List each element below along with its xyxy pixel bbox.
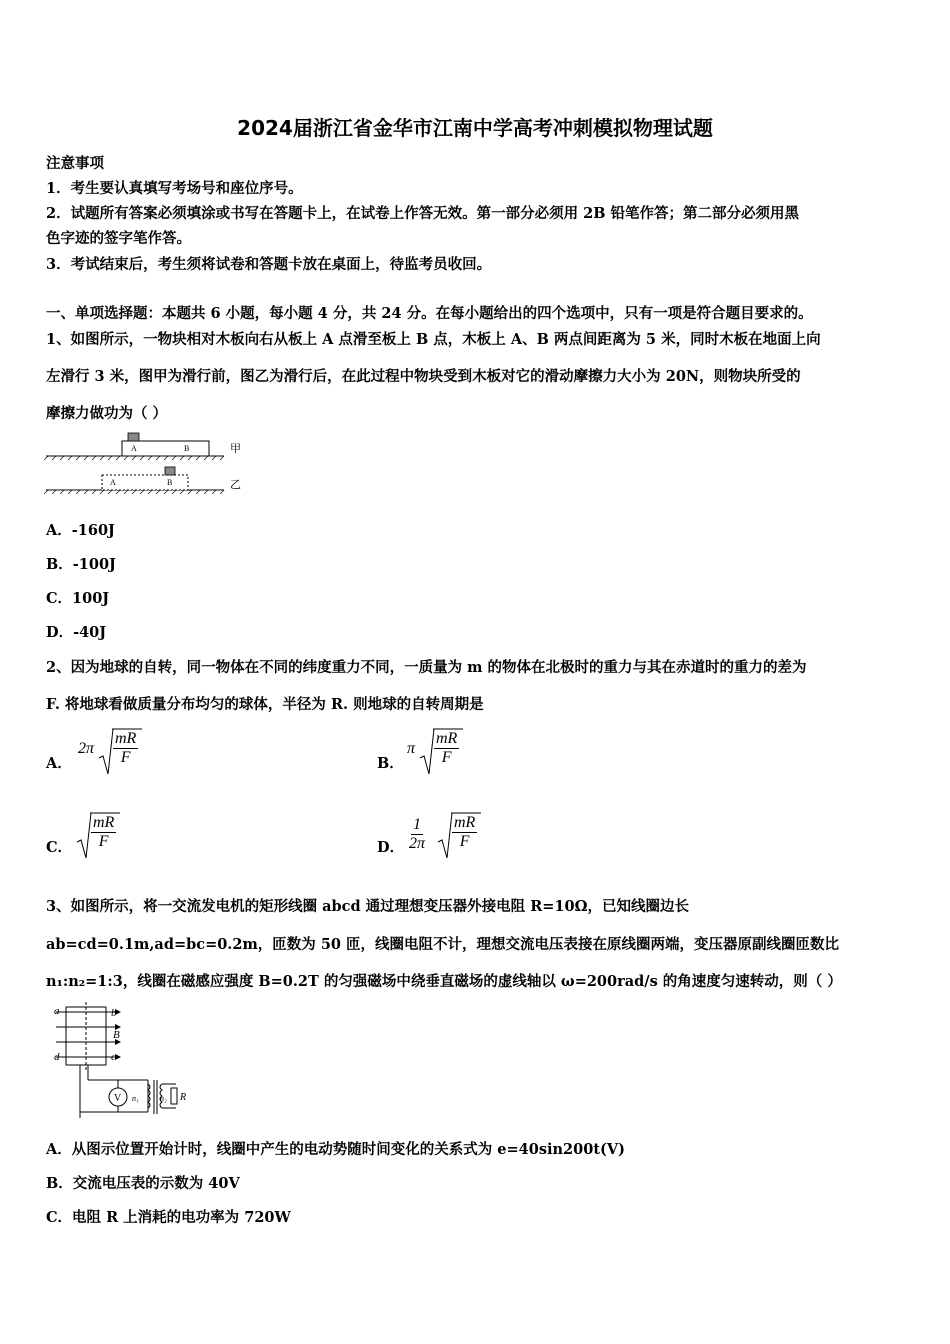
- notice-item: 3．考试结束后，考生须将试卷和答题卡放在桌面上，待监考员收回。: [46, 256, 492, 273]
- q1-board-figure: [44, 430, 244, 496]
- q1-option-c: C．100J: [46, 590, 110, 607]
- label-b: B: [184, 444, 190, 453]
- coef: 2π: [78, 740, 95, 757]
- q1-option-b: B．-100J: [46, 556, 116, 573]
- label-b: b: [111, 1007, 117, 1019]
- sqrt-icon: [419, 728, 435, 776]
- label-a: a: [54, 1005, 60, 1017]
- q2-stem: F. 将地球看做质量分布均匀的球体，半径为 R. 则地球的自转周期是: [46, 696, 484, 713]
- notice-heading: 注意事项: [46, 155, 104, 172]
- label-r: R: [180, 1092, 187, 1103]
- voltmeter-label: V: [114, 1093, 122, 1104]
- label-b: B: [167, 478, 173, 487]
- q3-option-c: C．电阻 R 上消耗的电功率为 720W: [46, 1209, 291, 1226]
- label-n1: n₁: [132, 1094, 139, 1103]
- q3-stem: n₁:n₂=1:3，线圈在磁感应强度 B=0.2T 的匀强磁场中绕垂直磁场的虚线轴以 ω=200rad/s 的角速度匀速转动，则（ ）: [46, 973, 842, 990]
- q1-option-a: A．-160J: [46, 522, 115, 539]
- notice-item: 色字迹的签字笔作答。: [46, 230, 191, 247]
- q3-stem: ab=cd=0.1m,ad=bc=0.2m，匝数为 50 匝，线圈电阻不计，理想交流电压表接在原线圈两端，变压器原副线圈匝数比: [46, 936, 840, 953]
- q3-option-b: B．交流电压表的示数为 40V: [46, 1175, 240, 1192]
- q1-option-d: D．-40J: [46, 624, 107, 641]
- q2-option-d: D． $\frac{1}{2\pi}$ $\frac{mR}{F}$: [377, 812, 404, 833]
- notice-item: 1．考生要认真填写考场号和座位序号。: [46, 180, 303, 197]
- q2-option-c: C． $\frac{mR}{F}$: [46, 812, 72, 833]
- q1-stem: 左滑行 3 米，图甲为滑行前，图乙为滑行后，在此过程中物块受到木板对它的滑动摩擦力大小为 20N，则物块所受的: [46, 368, 801, 385]
- label-jia: 甲: [230, 442, 241, 455]
- sqrt-icon: [76, 812, 92, 860]
- coef: π: [407, 740, 416, 757]
- label-a: A: [131, 444, 137, 453]
- label-a: A: [110, 478, 116, 487]
- sqrt-icon: [98, 728, 114, 776]
- notice-item: 2．试题所有答案必须填涂或书写在答题卡上，在试卷上作答无效。第一部分必须用 2B 铅笔作答；第二部分必须用黑: [46, 205, 800, 222]
- label-n2: n₂: [160, 1094, 167, 1103]
- q2-option-a: A． 2π $\frac{mR}{F}$: [46, 728, 72, 749]
- label-field-b: B: [113, 1029, 120, 1041]
- label-c: c: [111, 1051, 116, 1063]
- section-heading: 一、单项选择题：本题共 6 小题，每小题 4 分，共 24 分。在每小题给出的四个选项中，只有一项是符合题目要求的。: [46, 305, 813, 322]
- q3-generator-figure: [48, 1000, 198, 1120]
- q1-stem: 摩擦力做功为（ ）: [46, 405, 168, 422]
- label-yi: 乙: [230, 478, 241, 491]
- q3-stem: 3、如图所示，将一交流发电机的矩形线圈 abcd 通过理想变压器外接电阻 R=10Ω，已知线圈边长: [46, 898, 690, 915]
- q1-stem: 1、如图所示，一物块相对木板向右从板上 A 点滑至板上 B 点，木板上 A、B 两点间距离为 5 米，同时木板在地面上向: [46, 331, 821, 348]
- q2-stem: 2、因为地球的自转，同一物体在不同的纬度重力不同，一质量为 m 的物体在北极时的重力与其在赤道时的重力的差为: [46, 659, 807, 676]
- q3-option-a: A．从图示位置开始计时，线圈中产生的电动势随时间变化的关系式为 e=40sin200t(V): [46, 1141, 625, 1158]
- exam-title: 2024届浙江省金华市江南中学高考冲刺模拟物理试题: [237, 116, 713, 140]
- q2-option-b: B． π $\frac{mR}{F}$: [377, 728, 404, 749]
- label-d: d: [54, 1051, 60, 1063]
- sqrt-icon: [437, 812, 453, 860]
